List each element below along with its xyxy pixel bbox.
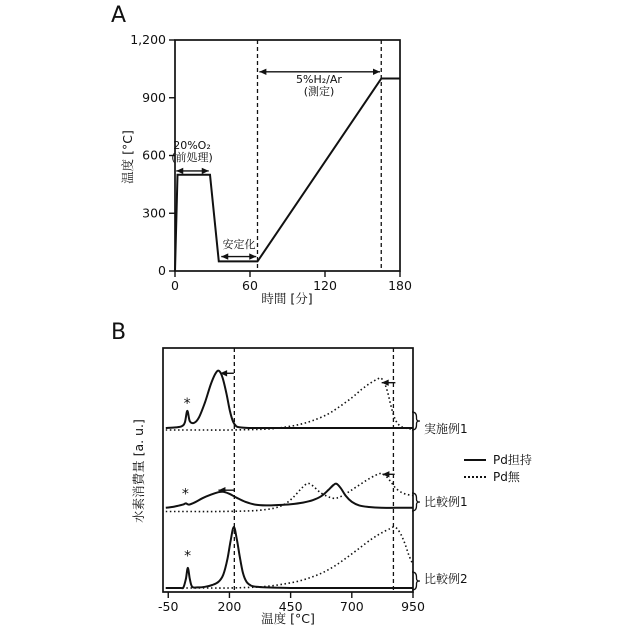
annotation-measurement xyxy=(283,74,355,98)
panel-a-x-axis-label: 時間 [分] xyxy=(261,291,313,306)
svg-text:950: 950 xyxy=(401,599,425,614)
svg-text:450: 450 xyxy=(278,599,303,614)
svg-text:700: 700 xyxy=(339,599,364,614)
svg-text:180: 180 xyxy=(388,278,412,293)
svg-text:0: 0 xyxy=(171,278,179,293)
annotation-measurement-line2: (測定) xyxy=(303,85,335,98)
svg-text:*: * xyxy=(183,396,191,413)
panel-b-x-axis-label: 温度 [°C] xyxy=(261,611,315,626)
svg-text:300: 300 xyxy=(142,205,166,221)
legend-label-pd-free: Pd無 xyxy=(493,470,520,484)
trace-label-comparative2: 比較例2 xyxy=(424,572,468,586)
svg-text:0: 0 xyxy=(158,263,166,278)
legend-label-pd-supported: Pd担持 xyxy=(493,453,532,467)
svg-text:600: 600 xyxy=(142,147,166,163)
legend xyxy=(464,451,532,485)
trace-label-comparative1: 比較例1 xyxy=(424,495,468,509)
svg-text:120: 120 xyxy=(313,278,337,293)
svg-text:900: 900 xyxy=(142,89,166,105)
solid-line-sample xyxy=(464,459,486,461)
panel-a-letter: A xyxy=(111,3,127,28)
panel-b-letter: B xyxy=(111,320,127,345)
svg-text:-50: -50 xyxy=(158,599,179,614)
panel-b-y-axis-label: 水素消費量 [a. u.] xyxy=(131,419,146,523)
legend-row-solid xyxy=(464,451,532,468)
trace-label-example1: 実施例1 xyxy=(424,422,468,436)
annotation-pretreatment-line2: (前処理) xyxy=(171,151,213,164)
annotation-pretreatment xyxy=(156,140,228,164)
panel-a-y-axis-label: 温度 [°C] xyxy=(120,130,135,184)
annotation-stabilization: 安定化 xyxy=(222,238,256,251)
legend-row-dotted xyxy=(464,468,532,485)
svg-text:200: 200 xyxy=(217,599,242,614)
svg-text:*: * xyxy=(181,486,189,503)
svg-text:1,200: 1,200 xyxy=(130,32,166,47)
svg-text:*: * xyxy=(184,548,192,565)
svg-text:60: 60 xyxy=(242,278,258,293)
dotted-line-sample xyxy=(464,476,486,478)
annotation-pretreatment-line1: 20%O₂ xyxy=(173,139,211,152)
annotation-measurement-line1: 5%H₂/Ar xyxy=(296,73,342,86)
